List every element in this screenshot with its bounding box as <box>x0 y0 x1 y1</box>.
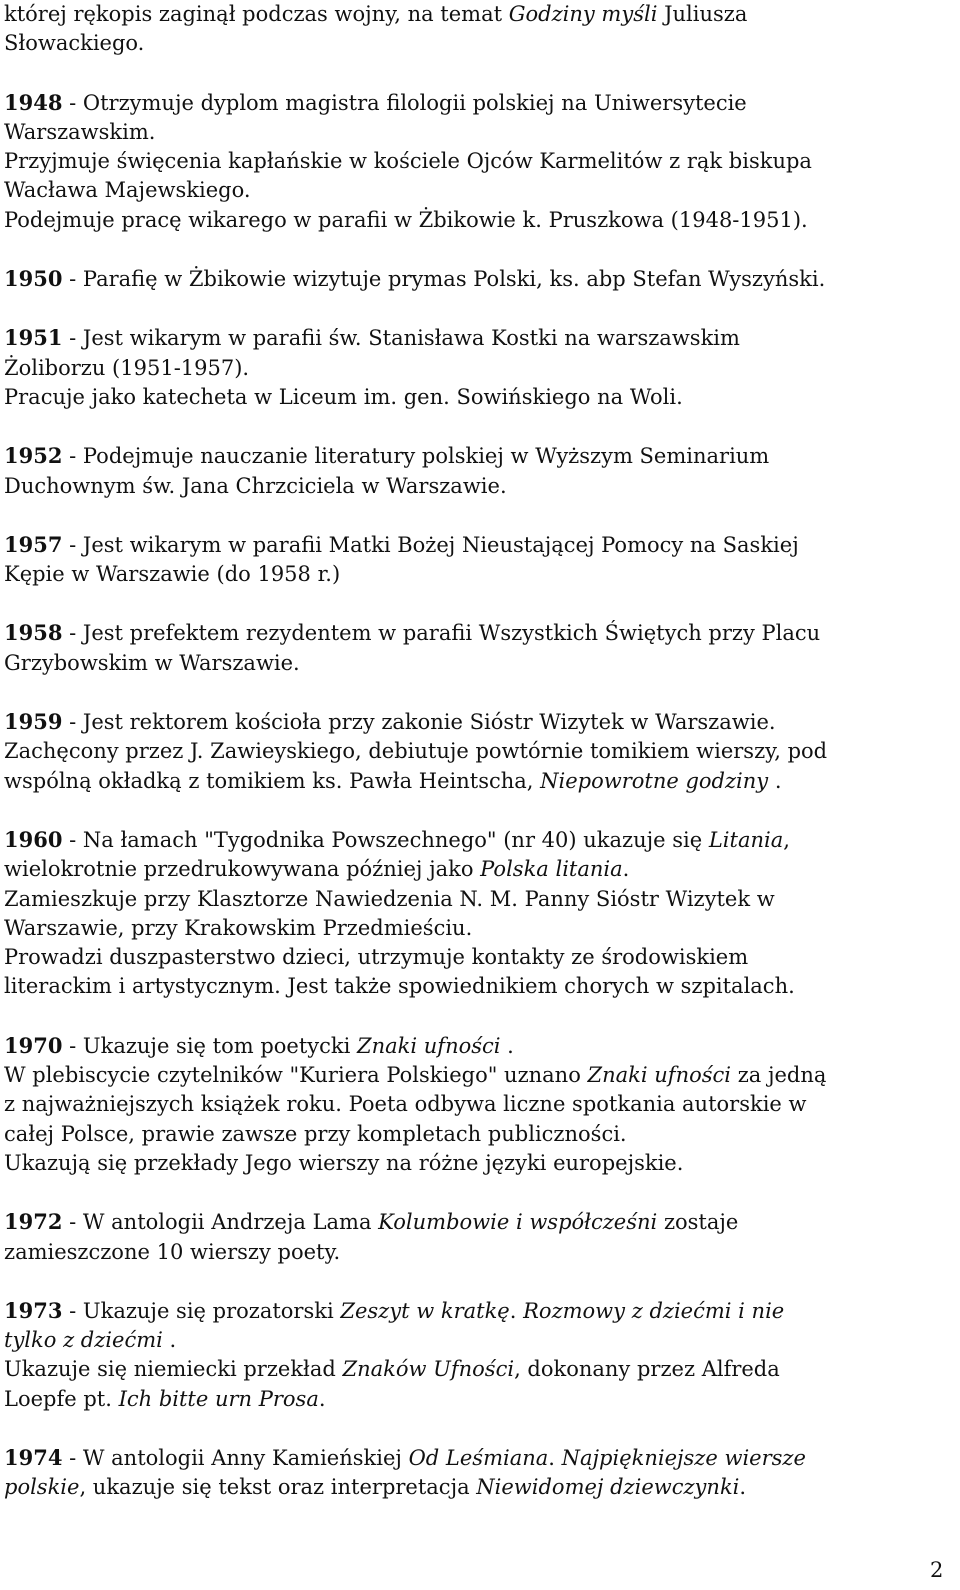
italic-title: Niepowrotne godziny <box>540 768 769 793</box>
italic-title: Znaki ufności <box>587 1063 732 1088</box>
text-line <box>4 0 944 29</box>
text-run: Grzybowskim w Warszawie. <box>4 650 300 675</box>
text-run: wielokrotnie przedrukowywana później jako <box>4 857 481 882</box>
text-run: której rękopis zaginął podczas wojny, na temat <box>4 2 509 26</box>
text-run: Podejmuje pracę wikarego w parafii w Żbikowie k. Pruszkowa (1948-1951). <box>4 207 808 232</box>
timeline-entry-1951 <box>4 323 944 412</box>
italic-title: Litania <box>708 827 784 852</box>
text-run: Prowadzi duszpasterstwo dzieci, utrzymuje kontakty ze środowiskiem <box>4 945 749 970</box>
timeline-entry-1948 <box>4 88 944 235</box>
text-run: Ukazuje się niemiecki przekład <box>4 1357 343 1382</box>
text-run: . <box>162 1328 177 1353</box>
entry-year: 1957 <box>4 531 63 557</box>
text-run: , <box>783 827 790 852</box>
entry-year: 1973 <box>4 1297 63 1323</box>
text-run: - Jest wikarym w parafii Matki Bożej Nieustającej Pomocy na Saskiej <box>62 532 799 557</box>
text-line <box>4 825 944 855</box>
text-run: Zachęcony przez J. Zawieyskiego, debiutuje powtórnie tomikiem wierszy, pod <box>4 739 828 764</box>
text-line <box>4 354 944 383</box>
text-line <box>4 441 944 471</box>
text-line <box>4 264 944 294</box>
italic-title: Niewidomej dziewczynki <box>476 1475 740 1500</box>
text-run: Kępie w Warszawie (do 1958 r.) <box>4 562 341 587</box>
text-line <box>4 176 944 205</box>
text-run: - Na łamach "Tygodnika Powszechnego" (nr 40) ukazuje się <box>62 827 709 852</box>
text-run: , ukazuje się tekst oraz interpretacja <box>79 1475 477 1500</box>
text-run: . <box>500 1033 514 1058</box>
text-line <box>4 1031 944 1061</box>
text-run: zostaje <box>657 1210 739 1235</box>
text-run: - Jest rektorem kościoła przy zakonie Sióstr Wizytek w Warszawie. <box>62 710 776 735</box>
italic-title: tylko z dziećmi <box>4 1328 163 1353</box>
text-line <box>4 530 944 560</box>
text-run: - Parafię w Żbikowie wizytuje prymas Polski, ks. abp Stefan Wyszyński. <box>62 267 826 292</box>
text-line <box>4 560 944 589</box>
text-run: - Ukazuje się prozatorski <box>62 1298 341 1323</box>
text-run: , dokonany przez Alfreda <box>514 1357 780 1382</box>
timeline-entry-1959 <box>4 707 944 796</box>
timeline-entry-1973 <box>4 1296 944 1414</box>
text-run: wspólną okładką z tomikiem ks. Pawła Heintscha, <box>4 768 541 793</box>
text-run: Warszawskim. <box>4 119 156 144</box>
text-line <box>4 737 944 766</box>
text-line <box>4 147 944 176</box>
entry-year: 1974 <box>4 1444 63 1470</box>
text-run: Zamieszkuje przy Klasztorze Nawiedzenia N. M. Panny Sióstr Wizytek w <box>4 886 775 911</box>
text-line <box>4 472 944 501</box>
text-line <box>4 1207 944 1237</box>
text-line <box>4 1443 944 1473</box>
text-run: z najważniejszych książek roku. Poeta odbywa liczne spotkania autorskie w <box>4 1092 807 1117</box>
text-line <box>4 206 944 235</box>
timeline-entry-1960 <box>4 825 944 1002</box>
text-line <box>4 914 944 943</box>
text-run: - Otrzymuje dyplom magistra filologii polskiej na Uniwersytecie <box>62 90 747 115</box>
text-line <box>4 323 944 353</box>
text-line <box>4 383 944 412</box>
italic-title: Od Leśmiana <box>408 1445 549 1470</box>
text-line <box>4 1120 944 1149</box>
text-run: - Jest prefektem rezydentem w parafii Wszystkich Świętych przy Placu <box>62 621 821 646</box>
text-line <box>4 1090 944 1119</box>
text-run: Żoliborzu (1951-1957). <box>4 355 250 380</box>
italic-title: Rozmowy z dziećmi i nie <box>523 1298 785 1323</box>
text-line <box>4 767 944 796</box>
text-run: Ukazują się przekłady Jego wierszy na różne języki europejskie. <box>4 1150 684 1175</box>
entry-year: 1959 <box>4 709 63 735</box>
timeline-entry-1952 <box>4 441 944 501</box>
entry-year: 1950 <box>4 266 63 292</box>
text-line <box>4 1355 944 1384</box>
text-line <box>4 118 944 147</box>
italic-title: polskie <box>4 1475 80 1500</box>
text-run: . <box>768 768 782 793</box>
text-line <box>4 1473 944 1502</box>
text-line <box>4 972 944 1001</box>
italic-title: Najpiękniejsze wiersze <box>561 1445 806 1470</box>
text-line <box>4 943 944 972</box>
entry-year: 1958 <box>4 620 63 646</box>
entry-year: 1972 <box>4 1209 63 1235</box>
text-run: W plebiscycie czytelników "Kuriera Polskiego" uznano <box>4 1063 588 1088</box>
timeline-entry-1974 <box>4 1443 944 1503</box>
text-run: Juliusza <box>657 2 748 26</box>
text-line <box>4 1326 944 1355</box>
text-run: Loepfe pt. <box>4 1386 119 1411</box>
text-line <box>4 1061 944 1090</box>
entry-year: 1952 <box>4 443 63 469</box>
text-line <box>4 649 944 678</box>
text-run: - Ukazuje się tom poetycki <box>62 1033 358 1058</box>
text-run: Duchownym św. Jana Chrzciciela w Warszawie. <box>4 473 507 498</box>
italic-title: Godziny myśli <box>508 2 658 26</box>
text-run: - Jest wikarym w parafii św. Stanisława Kostki na warszawskim <box>62 326 740 351</box>
entry-year: 1960 <box>4 826 63 852</box>
text-run: . <box>548 1445 562 1470</box>
page-number: 2 <box>930 1558 944 1582</box>
text-line <box>4 618 944 648</box>
text-run: całej Polsce, prawie zawsze przy kompletach publiczności. <box>4 1121 627 1146</box>
continuation-paragraph <box>4 0 944 59</box>
italic-title: Znaki ufności <box>357 1033 501 1058</box>
text-line <box>4 1149 944 1178</box>
text-run: . <box>318 1386 326 1411</box>
text-line <box>4 88 944 118</box>
text-run: zamieszczone 10 wierszy poety. <box>4 1239 341 1264</box>
text-line <box>4 1238 944 1267</box>
italic-title: Polska litania <box>480 857 623 882</box>
timeline-entry-1957 <box>4 530 944 590</box>
italic-title: Zeszyt w kratkę <box>340 1298 510 1323</box>
text-run: Wacława Majewskiego. <box>4 178 251 203</box>
entry-year: 1948 <box>4 89 63 115</box>
text-run: Pracuje jako katecheta w Liceum im. gen. Sowińskiego na Woli. <box>4 384 683 409</box>
text-run: Warszawie, przy Krakowskim Przedmieściu. <box>4 915 473 940</box>
text-run: . <box>739 1475 747 1500</box>
text-run: - Podejmuje nauczanie literatury polskiej w Wyższym Seminarium <box>62 444 770 469</box>
text-run: literackim i artystycznym. Jest także spowiednikiem chorych w szpitalach. <box>4 974 795 999</box>
text-line <box>4 1385 944 1414</box>
text-run: Słowackiego. <box>4 31 145 56</box>
text-line <box>4 29 944 58</box>
timeline-entry-1950 <box>4 264 944 294</box>
text-line <box>4 885 944 914</box>
italic-title: Kolumbowie i współcześni <box>378 1210 658 1235</box>
text-run: Przyjmuje święcenia kapłańskie w kościele Ojców Karmelitów z rąk biskupa <box>4 149 812 174</box>
text-run: - W antologii Andrzeja Lama <box>62 1210 379 1235</box>
timeline-entry-1970 <box>4 1031 944 1178</box>
document-page <box>4 0 944 1532</box>
italic-title: Znaków Ufności <box>342 1357 515 1382</box>
text-run: - W antologii Anny Kamieńskiej <box>62 1445 409 1470</box>
text-line <box>4 855 944 884</box>
text-line <box>4 707 944 737</box>
timeline-entry-1958 <box>4 618 944 678</box>
text-run: . <box>509 1298 524 1323</box>
italic-title: Ich bitte urn Prosa <box>118 1386 319 1411</box>
entry-year: 1951 <box>4 325 63 351</box>
text-run: za jedną <box>731 1063 827 1088</box>
text-line <box>4 1296 944 1326</box>
entry-year: 1970 <box>4 1032 63 1058</box>
text-run: . <box>622 857 630 882</box>
timeline-entry-1972 <box>4 1207 944 1267</box>
